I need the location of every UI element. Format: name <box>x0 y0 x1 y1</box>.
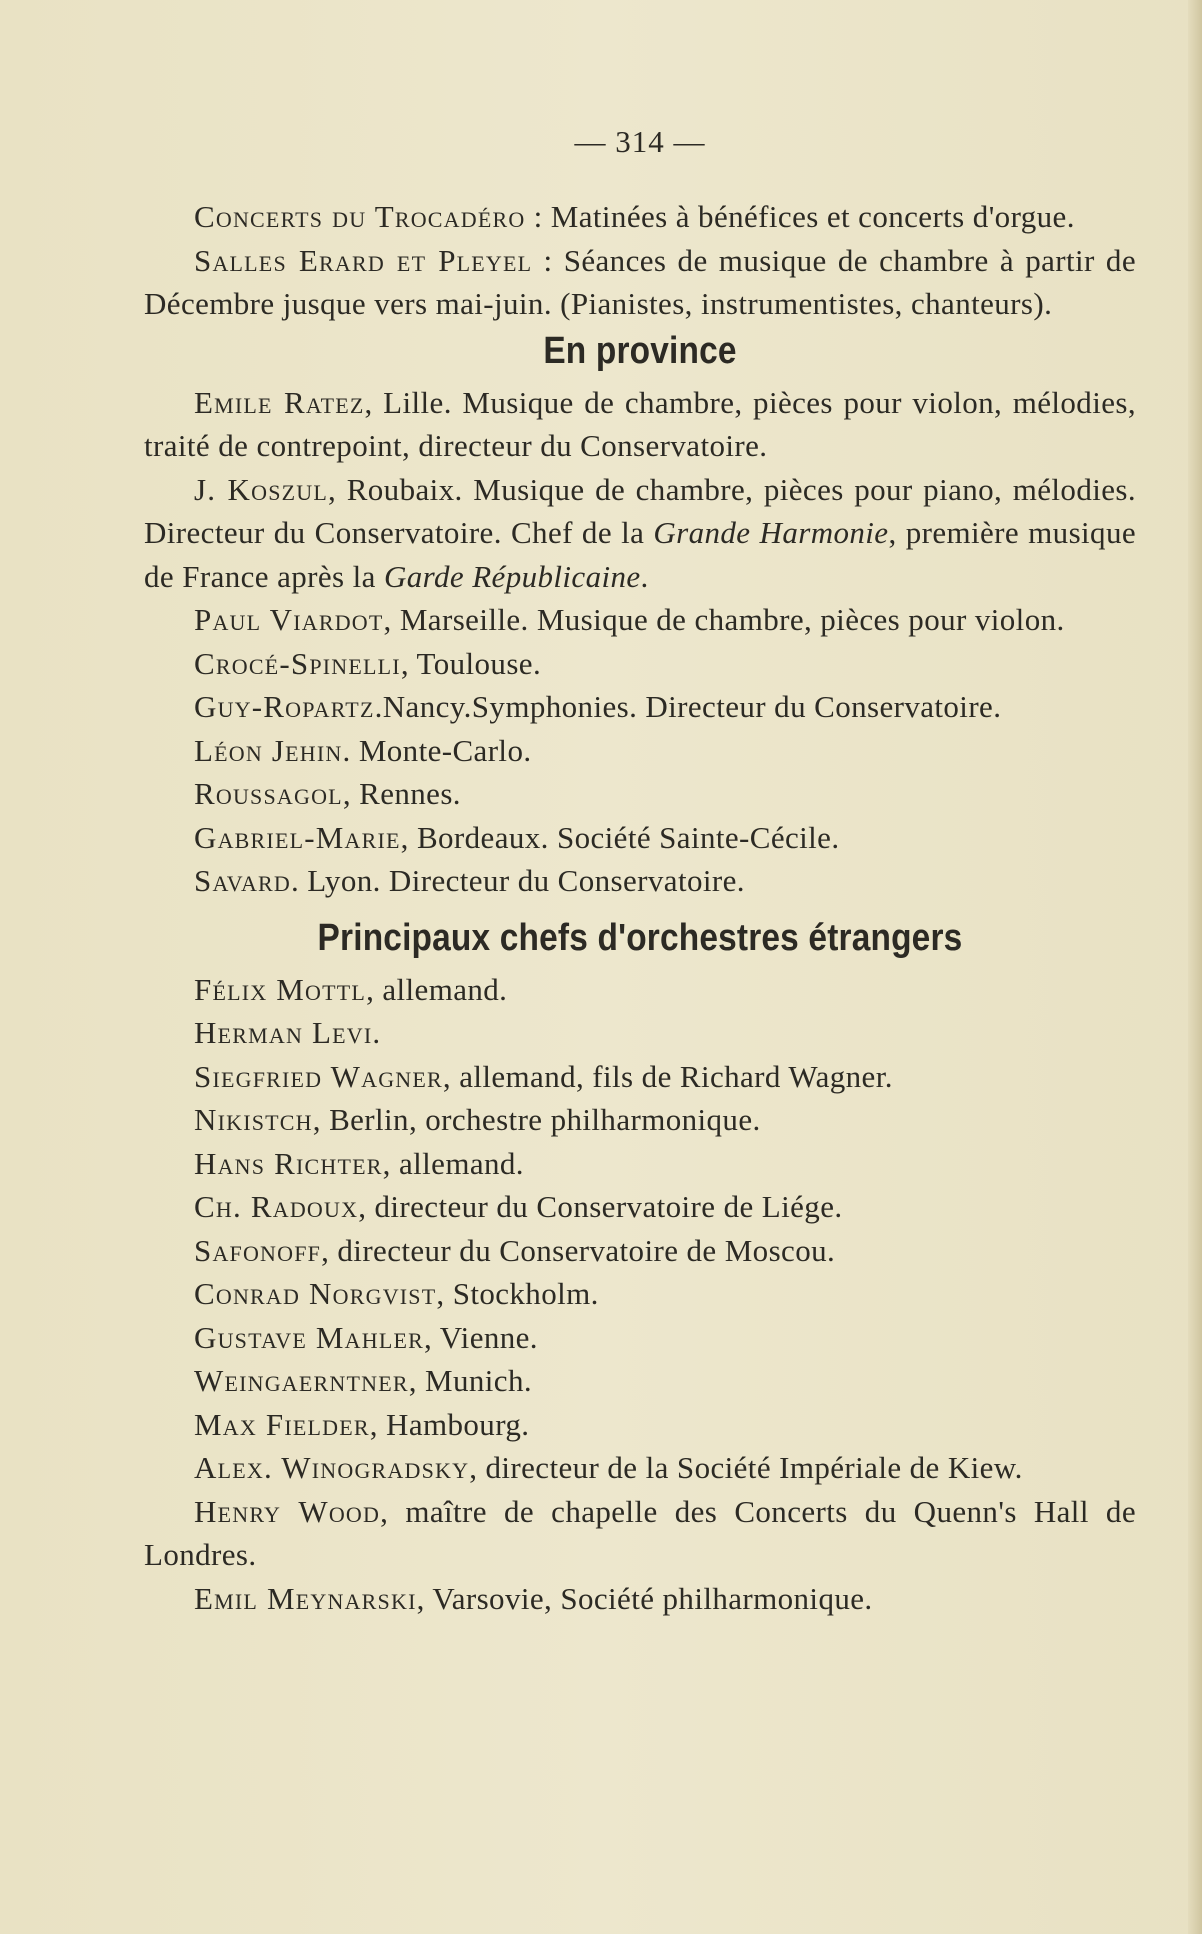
conductor-name: Max Fielder <box>194 1406 370 1442</box>
entry <box>144 1316 1136 1360</box>
conductor-name: Paul Viardot <box>194 602 384 637</box>
entry-text: .Nancy.Symphonies. Directeur du Conservatoire. <box>374 689 1002 724</box>
entry-text: , Vienne. <box>424 1319 538 1355</box>
conductor-name: Emil Meynarski <box>194 1580 417 1616</box>
entry <box>144 1577 1136 1621</box>
entry <box>144 1446 1136 1490</box>
conductor-name: Siegfried Wagner <box>194 1058 443 1094</box>
entry-text: , Stockholm. <box>436 1276 599 1311</box>
entry <box>144 381 1136 468</box>
entry-text: , Toulouse. <box>400 645 542 681</box>
entry-text: , allemand, fils de Richard Wagner. <box>442 1058 893 1094</box>
entry <box>144 816 1136 860</box>
province-list <box>144 381 1136 903</box>
conductor-name: Roussagol <box>194 776 343 811</box>
entry-text: , première musique de France après la <box>144 515 1137 594</box>
entry-text: , Varsovie, Société philharmonique. <box>416 1580 873 1616</box>
entry-text: , Bordeaux. Société Sainte-Cécile. <box>400 819 840 855</box>
conductor-name: Alex. Winogradsky <box>194 1450 470 1485</box>
entry-text: . Monte-Carlo. <box>342 732 532 768</box>
conductor-name: Guy-Ropartz <box>194 689 375 724</box>
entry-text: , Marseille. Musique de chambre, pièces pour violon. <box>383 602 1065 637</box>
entry-text: , Rennes. <box>342 776 461 811</box>
entry-text: , Roubaix. Musique de chambre, pièces pour piano, mélodies. Directeur du Conservatoire. Chef de la <box>144 471 1137 550</box>
venue-name: Concerts du Trocadéro <box>194 199 526 234</box>
paragraph-trocadero <box>144 195 1136 239</box>
section-title-province: En province <box>543 329 737 372</box>
entry-text: , allemand. <box>382 1145 524 1181</box>
entry-text: , Lille. Musique de chambre, pièces pour violon, mélodies, traité de contrepoint, directeur du Conservatoire. <box>144 384 1136 463</box>
entry <box>144 1272 1136 1316</box>
paragraph-salles <box>144 239 1136 326</box>
conductor-name: Herman Levi <box>194 1015 373 1050</box>
entry <box>144 772 1136 816</box>
conductor-name: Conrad Norgvist <box>194 1276 437 1311</box>
entry <box>144 468 1136 599</box>
page-number: — 314 — <box>574 124 706 159</box>
entry-text: . <box>640 558 649 594</box>
conductor-name: Gabriel-Marie <box>194 819 401 855</box>
entry <box>144 1055 1136 1099</box>
entry <box>144 968 1136 1012</box>
entry-italic: Grande Harmonie <box>653 515 889 550</box>
paragraph-text: : Matinées à bénéfices et concerts d'orgue. <box>525 199 1075 234</box>
conductor-name: Gustave Mahler <box>194 1319 425 1355</box>
entry-text: , Munich. <box>408 1363 533 1398</box>
entry <box>144 598 1136 642</box>
conductor-name: J. Koszul <box>194 471 329 507</box>
entry-text: . <box>372 1015 381 1050</box>
entry <box>144 642 1136 686</box>
paragraph-text: : Séances de musique de chambre à partir de Décembre jusque vers mai-juin. (Pianistes, instrumentistes, chanteurs). <box>144 242 1136 321</box>
conductor-name: Léon Jehin <box>194 732 343 768</box>
entry <box>144 1359 1136 1403</box>
conductor-name: Nikistch <box>194 1102 313 1137</box>
conductor-name: Crocé-Spinelli <box>194 645 401 681</box>
conductor-name: Safonoff <box>194 1232 322 1268</box>
entry <box>144 1403 1136 1447</box>
entry-text: . Lyon. Directeur du Conservatoire. <box>291 863 745 898</box>
entry-text: , allemand. <box>366 971 508 1007</box>
conductor-name: Henry Wood <box>194 1493 381 1529</box>
conductor-name: Savard <box>194 863 291 898</box>
conductor-name: Weingaerntner <box>194 1363 409 1398</box>
page-edge <box>1188 0 1202 1934</box>
conductor-name: Félix Mottl <box>194 971 367 1007</box>
entry-text: , directeur du Conservatoire de Moscou. <box>321 1232 836 1268</box>
entry <box>144 1229 1136 1273</box>
entry <box>144 1490 1136 1577</box>
entry-text: , maître de chapelle des Concerts du Quenn's Hall de Londres. <box>144 1493 1136 1572</box>
entry <box>144 729 1136 773</box>
entry <box>144 1011 1136 1055</box>
entry-text: , directeur de la Société Impériale de Kiew. <box>469 1450 1023 1485</box>
entry <box>144 1098 1136 1142</box>
conductor-name: Emile Ratez <box>194 384 365 420</box>
venue-name: Salles Erard et Pleyel <box>194 242 533 278</box>
entry <box>144 1185 1136 1229</box>
conductor-name: Hans Richter <box>194 1145 383 1181</box>
entry-italic: Garde Républicaine <box>383 558 641 594</box>
foreign-list <box>144 968 1136 1621</box>
entry-text: , Hambourg. <box>369 1406 530 1442</box>
entry-text: , Berlin, orchestre philharmonique. <box>312 1102 761 1137</box>
entry <box>144 859 1136 903</box>
conductor-name: Ch. Radoux <box>194 1189 359 1224</box>
entry <box>144 1142 1136 1186</box>
entry <box>144 685 1136 729</box>
section-title-foreign: Principaux chefs d'orchestres étrangers <box>317 916 963 959</box>
entry-text: , directeur du Conservatoire de Liége. <box>358 1189 843 1224</box>
page-body <box>144 195 1136 1620</box>
